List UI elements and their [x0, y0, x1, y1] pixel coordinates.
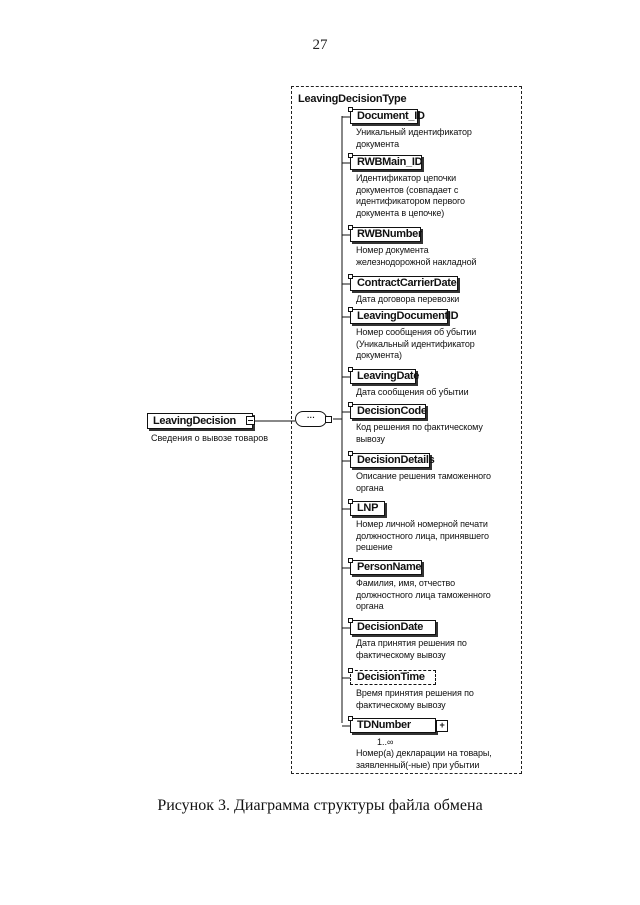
description-line: документа) [356, 350, 402, 360]
description-line: Идентификатор цепочки [356, 173, 457, 183]
element-leavingdate[interactable] [350, 369, 420, 384]
element-description [356, 748, 492, 771]
element-marker-icon [348, 402, 353, 407]
expand-icon[interactable]: + [436, 720, 448, 732]
description-line: Номер документа [356, 245, 429, 255]
description-line: Описание решения таможенного [356, 471, 491, 481]
element-marker-icon [348, 558, 353, 563]
element-name: RWBNumber [357, 228, 422, 240]
type-title: LeavingDecisionType [298, 93, 407, 105]
element-description [356, 387, 469, 399]
root-element-leaving-decision[interactable] [147, 413, 253, 429]
element-marker-icon [348, 451, 353, 456]
description-line: документа в цепочке) [356, 207, 445, 218]
description-line: Уникальный идентификатор [356, 127, 472, 137]
element-marker-icon [348, 153, 353, 158]
description-line: (Уникальный идентификатор [356, 338, 475, 349]
element-name: LNP [357, 502, 379, 514]
element-leavingdocumentid[interactable] [350, 309, 459, 324]
description-line: Номер личной номерной печати [356, 519, 488, 529]
description-line: вывозу [356, 433, 385, 444]
element-marker-icon [348, 307, 353, 312]
element-tdnumber[interactable] [350, 718, 445, 733]
description-line: должностного лица, принявшего [356, 530, 489, 541]
element-lnp[interactable] [350, 501, 385, 516]
description-line: идентификатором первого [356, 196, 465, 206]
element-description [356, 471, 491, 494]
element-name: DecisionDate [357, 621, 424, 633]
element-name: DecisionCode [357, 405, 427, 417]
root-element-description: Сведения о вывозе товаров [151, 433, 268, 443]
element-description [356, 638, 467, 661]
element-name: ContractCarrierDate [357, 277, 457, 289]
description-line: Дата договора перевозки [356, 294, 460, 304]
element-description [356, 127, 472, 150]
element-document-id[interactable] [350, 109, 425, 124]
element-marker-icon [348, 499, 353, 504]
element-name: DecisionTime [357, 671, 425, 683]
element-description [356, 578, 491, 613]
element-contractcarrierdate[interactable] [350, 276, 458, 291]
element-marker-icon [348, 668, 353, 673]
description-line: органа [356, 482, 384, 493]
element-decisiondate[interactable] [350, 620, 436, 635]
element-marker-icon [348, 225, 353, 230]
description-line: решение [356, 542, 393, 552]
description-line: Время принятия решения по [356, 688, 474, 698]
element-name: LeavingDate [357, 370, 420, 382]
element-cardinality: 1..∞ [377, 737, 394, 747]
description-line: фактическому вывозу [356, 649, 446, 660]
description-line: Фамилия, имя, отчество [356, 578, 456, 588]
element-decisioncode[interactable] [350, 404, 426, 419]
collapse-icon[interactable] [246, 416, 255, 425]
element-rwbmain-id[interactable] [350, 155, 422, 170]
element-marker-icon [348, 367, 353, 372]
description-line: органа [356, 601, 384, 611]
element-personname[interactable] [350, 560, 422, 575]
description-line: документов (совпадает с [356, 184, 459, 195]
page-number: 27 [312, 37, 328, 53]
element-name: DecisionDetails [357, 454, 435, 466]
element-description [356, 688, 474, 711]
description-line: документа [356, 138, 399, 149]
root-element-label: LeavingDecision [153, 415, 236, 427]
element-description [356, 422, 483, 445]
element-name: TDNumber [357, 719, 411, 731]
description-line: Номер(а) декларации на товары, [356, 748, 492, 758]
description-line: Код решения по фактическому [356, 422, 483, 432]
element-marker-icon [348, 274, 353, 279]
element-description [356, 173, 465, 219]
element-name: PersonName [357, 561, 422, 573]
element-description [356, 245, 476, 268]
element-description [356, 519, 489, 554]
description-line: заявленный(-ные) при убытии [356, 759, 480, 770]
element-rwbnumber[interactable] [350, 227, 421, 242]
element-decisiondetails[interactable] [350, 453, 435, 468]
element-name: LeavingDocumentID [357, 310, 459, 322]
element-description [356, 294, 459, 306]
element-marker-icon [348, 716, 353, 721]
element-name: RWBMain_ID [357, 156, 423, 168]
description-line: Дата сообщения об убытии [356, 387, 469, 397]
description-line: железнодорожной накладной [356, 256, 477, 267]
figure-caption: Рисунок 3. Диаграмма структуры файла обмена [157, 797, 483, 814]
element-marker-icon [348, 107, 353, 112]
element-decisiontime[interactable] [350, 670, 436, 685]
description-line: Номер сообщения об убытии [356, 327, 477, 337]
element-marker-icon [348, 618, 353, 623]
description-line: должностного лица таможенного [356, 589, 491, 600]
description-line: Дата принятия решения по [356, 638, 467, 648]
element-name: Document_ID [357, 110, 425, 122]
description-line: фактическому вывозу [356, 699, 446, 710]
sequence-icon[interactable]: ··· [295, 411, 327, 427]
element-description [356, 327, 476, 362]
